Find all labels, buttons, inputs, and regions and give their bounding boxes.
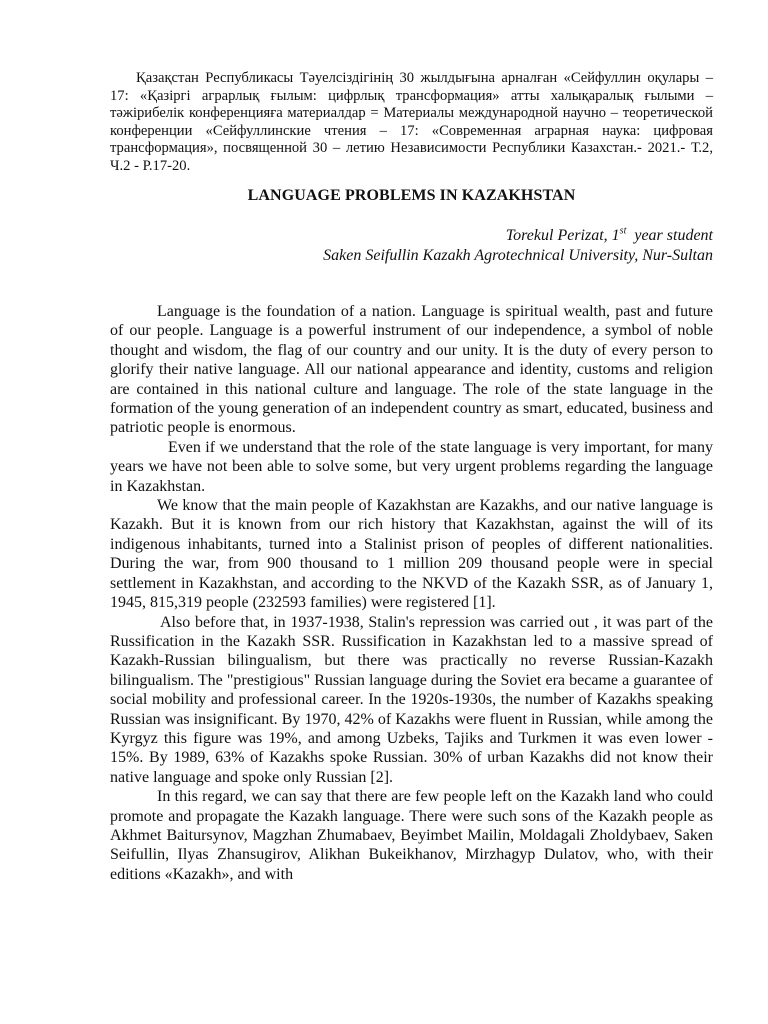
article-body	[110, 302, 713, 884]
paragraph: In this regard, we can say that there are few people left on the Kazakh land who could promote and propagate the Kazakh language. There were such sons of the Kazakh people as Akhmet Baitursynov, Magzhan Zhumabaev, Beyimbet Mailin, Moldagali Zholdybaev, Saken Seifullin, Ilyas Zhansugirov, Alikhan Bukeikhanov, Mirzhagyp Dulatov, who, with their editions «Kazakh», and with	[110, 788, 713, 883]
paragraph: Also before that, in 1937-1938, Stalin's repression was carried out , it was part of the Russification in the Kazakh SSR. Russification in Kazakhstan led to a massive spread of Kazakh-Russian bilingualism, but there was practically no reverse Russian-Kazakh bilingualism. The "prestigious" Russian language during the Soviet era became a guarantee of social mobility and professional career. In the 1920s-1930s, the number of Kazakhs speaking Russian was insignificant. By 1970, 42% of Kazakhs were fluent in Russian, while among the Kyrgyz this figure was 19%, and among Uzbeks, Tajiks and Turkmen it was even lower - 15%. By 1989, 63% of Kazakhs spoke Russian. 30% of urban Kazakhs did not know their native language and spoke only Russian [2].	[110, 613, 713, 786]
author-status: year student	[626, 227, 713, 244]
citation-header: Қазақстан Республикасы Тәуелсіздігінің 30 жылдығына арналған «Сейфуллин оқулары – 17: «Қазіргі аграрлық ғылым: цифрлық трансформация» атты халықаралық ғылыми – тәжірибелік конференцияға материалдар = Материалы международной научно – теоретической конференции «Сейфуллинские чтения – 17: «Современная аграрная наука: цифровая трансформация», посвященной 30 – летию Независимости Республики Казахстан.- 2021.- Т.2, Ч.2 - Р.17-20.	[110, 70, 713, 174]
paragraph: Even if we understand that the role of the state language is very important, for many years we have not been able to solve some, but very urgent problems regarding the language in Kazakhstan.	[110, 438, 713, 495]
author-affiliation: Saken Seifullin Kazakh Agrotechnical University, Nur-Sultan	[323, 247, 713, 264]
author-block	[323, 226, 713, 266]
author-year-suffix: st	[619, 225, 627, 237]
article-title: LANGUAGE PROBLEMS IN KAZAKHSTAN	[247, 187, 576, 204]
author-name	[323, 226, 713, 246]
paragraph: Language is the foundation of a nation. Language is spiritual wealth, past and future of our people. Language is a powerful instrument of our independence, a symbol of noble thought and wisdom, the flag of our country and our unity. It is the duty of every person to glorify their native language. All our national appearance and identity, customs and religion are contained in this national culture and language. The role of the state language in the formation of the young generation of an independent country as smart, educated, business and patriotic people is enormous.	[110, 303, 713, 437]
author-name-text: Torekul Perizat, 1	[505, 227, 620, 244]
paragraph: We know that the main people of Kazakhstan are Kazakhs, and our native language is Kazakh. But it is known from our rich history that Kazakhstan, against the will of its indigenous inhabitants, turned into a Stalinist prison of peoples of different nationalities. During the war, from 900 thousand to 1 million 209 thousand people were in special settlement in Kazakhstan, and according to the NKVD of the Kazakh SSR, as of January 1, 1945, 815,319 people (232593 families) were registered [1].	[110, 497, 713, 612]
